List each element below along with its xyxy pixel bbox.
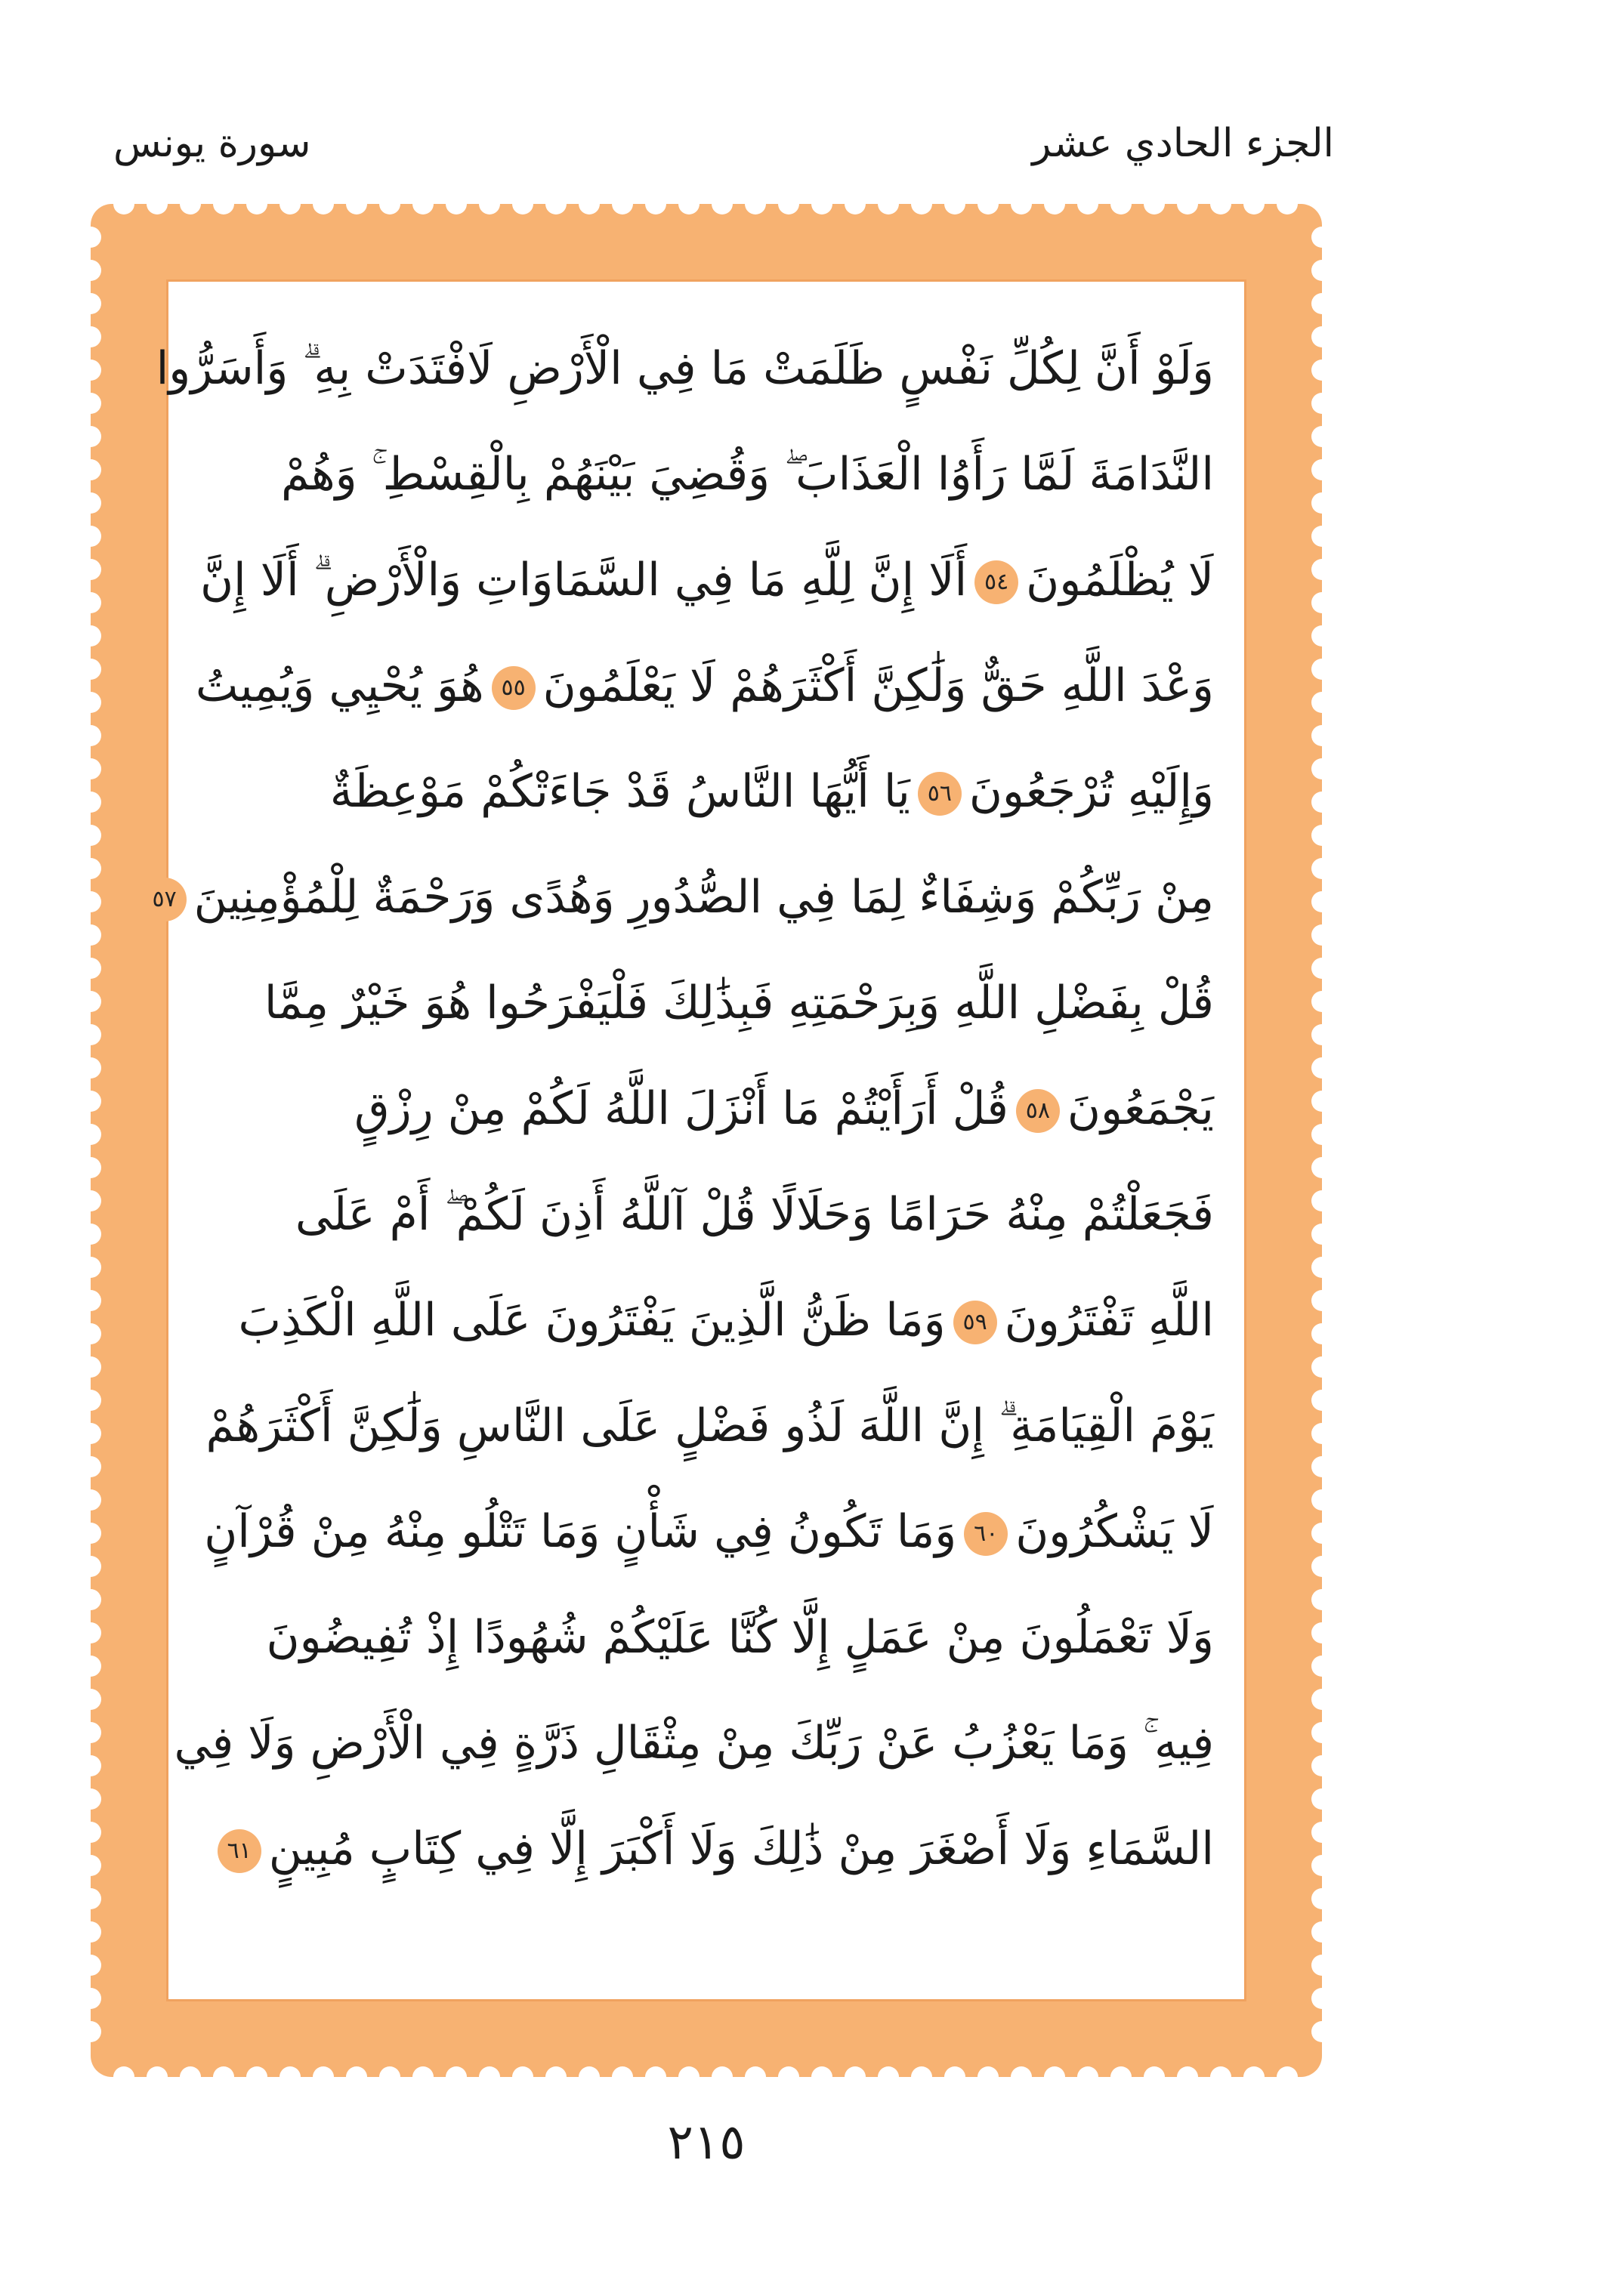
scallop-notch (645, 2066, 666, 2088)
scallop-notch (1311, 1157, 1333, 1178)
scallop-notch (80, 526, 101, 547)
scallop-notch (1311, 492, 1333, 514)
scallop-notch (80, 260, 101, 281)
scallop-notch (878, 193, 899, 214)
scallop-notch (80, 492, 101, 514)
scallop-notch (712, 193, 733, 214)
scallop-notch (977, 2066, 999, 2088)
scallop-notch (80, 1224, 101, 1245)
verse-text: السَّمَاءِ وَلَا أَصْغَرَ مِنْ ذَٰلِكَ وَلَا أَكْبَرَ إِلَّا فِي كِتَابٍ مُبِينٍ (268, 1822, 1214, 1875)
scallop-notch (645, 193, 666, 214)
scallop-notch (80, 293, 101, 314)
verse-line (152, 844, 1214, 950)
verse-text: اللَّهِ تَفْتَرُونَ (1004, 1294, 1214, 1347)
scallop-notch (80, 1988, 101, 2009)
scallop-notch (80, 592, 101, 613)
scallop-notch (1210, 2066, 1231, 2088)
verse-line (199, 1162, 1214, 1267)
page-number: ٢١٥ (667, 2115, 746, 2171)
ayah-number-marker: ٥٦ (918, 772, 962, 816)
juz-title: الجزء الحادي عشر (1032, 121, 1334, 166)
scallop-notch (113, 2066, 134, 2088)
scallop-notch (80, 792, 101, 813)
verse-line (199, 1373, 1214, 1479)
scallop-notch (1210, 193, 1231, 214)
scallop-notch (379, 193, 400, 214)
scallop-notch (1311, 360, 1333, 381)
text-panel (152, 279, 1246, 2001)
scallop-notch (80, 924, 101, 946)
scallop-notch (845, 193, 866, 214)
verse-text: وَمَا ظَنُّ الَّذِينَ يَفْتَرُونَ عَلَى اللَّهِ الْكَذِبَ (238, 1294, 946, 1347)
scallop-notch (180, 193, 201, 214)
scallop-notch (80, 891, 101, 912)
surah-title: سورة يونس (113, 121, 311, 166)
scallop-notch (678, 2066, 700, 2088)
scallop-notch (944, 2066, 965, 2088)
scallop-notch (80, 625, 101, 647)
scallop-notch (1311, 659, 1333, 680)
scallop-notch (1311, 1356, 1333, 1378)
scallop-notch (80, 1057, 101, 1079)
verse-line (199, 1796, 1214, 1902)
scallop-notch (1311, 1091, 1333, 1112)
scallop-notch (446, 193, 467, 214)
verse-text: يَا أَيُّهَا النَّاسُ قَدْ جَاءَتْكُمْ مَوْعِظَةٌ (329, 765, 910, 818)
verse-text: هُوَ يُحْيِي وَيُمِيتُ (195, 659, 484, 712)
verse-text: أَلَا إِنَّ لِلَّهِ مَا فِي السَّمَاوَاتِ وَالْأَرْضِ ۗ أَلَا إِنَّ (199, 554, 968, 606)
scallop-notch (80, 326, 101, 347)
scallop-notch (612, 2066, 633, 2088)
scallop-notch (1243, 2066, 1265, 2088)
scallop-notch (1243, 193, 1265, 214)
scallop-notch (579, 2066, 600, 2088)
scallop-notch (811, 193, 832, 214)
scallop-notch (1311, 1257, 1333, 1278)
scallop-notch (1311, 526, 1333, 547)
scallop-notch (612, 193, 633, 214)
scallop-notch (944, 193, 965, 214)
scallop-notch (1311, 1124, 1333, 1145)
scallop-notch (1177, 193, 1198, 214)
scallop-notch (1110, 2066, 1132, 2088)
scallop-notch (1044, 193, 1065, 214)
scallop-notch (80, 559, 101, 580)
ayah-number-marker: ٥٧ (143, 878, 187, 921)
verse-text: وَإِلَيْهِ تُرْجَعُونَ (968, 765, 1214, 818)
scallop-notch (80, 1589, 101, 1610)
verse-text: يَجْمَعُونَ (1067, 1082, 1214, 1135)
scallop-notch (811, 2066, 832, 2088)
scallop-notch (346, 193, 367, 214)
scallop-notch (379, 2066, 400, 2088)
scallop-notch (147, 193, 168, 214)
scallop-notch (1311, 1556, 1333, 1577)
scallop-notch (1144, 193, 1165, 214)
scallop-notch (1011, 2066, 1032, 2088)
scallop-notch (80, 1556, 101, 1577)
scallop-notch (80, 1423, 101, 1444)
scallop-notch (1311, 1921, 1333, 1943)
verse-line (199, 1585, 1214, 1690)
scallop-notch (1311, 891, 1333, 912)
scallop-notch (1311, 1689, 1333, 1710)
scallop-notch (80, 1921, 101, 1943)
scallop-notch (1311, 692, 1333, 713)
scallop-notch (1311, 725, 1333, 746)
scallop-notch (1311, 1888, 1333, 1909)
scallop-notch (1177, 2066, 1198, 2088)
scallop-notch (80, 1157, 101, 1178)
scallop-notch (1311, 326, 1333, 347)
scallop-notch (80, 1323, 101, 1344)
scallop-notch (80, 227, 101, 248)
scallop-notch (213, 2066, 234, 2088)
verse-text: وَلَوْ أَنَّ لِكُلِّ نَفْسٍ ظَلَمَتْ مَا فِي الْأَرْضِ لَافْتَدَتْ بِهِ ۗ وَأَسَرُّوا (156, 342, 1214, 395)
scallop-notch (80, 1656, 101, 1677)
scallop-notch (80, 1257, 101, 1278)
scallop-notch (80, 1822, 101, 1843)
scallop-notch (412, 193, 434, 214)
scallop-notch (80, 1124, 101, 1145)
scallop-notch (1311, 1955, 1333, 1976)
scallop-notch (147, 2066, 168, 2088)
ayah-number-marker: ٦١ (218, 1829, 261, 1873)
scallop-notch (446, 2066, 467, 2088)
scallop-notch (1311, 1024, 1333, 1045)
scallop-notch (745, 193, 766, 214)
scallop-notch (80, 692, 101, 713)
scallop-notch (678, 193, 700, 214)
scallop-notch (1311, 1523, 1333, 1544)
scallop-notch (1311, 1190, 1333, 1211)
scallop-notch (246, 193, 267, 214)
scallop-notch (80, 858, 101, 879)
verse-line (199, 1479, 1214, 1585)
scallop-notch (280, 193, 301, 214)
verse-text: فَجَعَلْتُمْ مِنْهُ حَرَامًا وَحَلَالًا قُلْ آللَّهُ أَذِنَ لَكُمْ ۖ أَمْ عَلَى (295, 1188, 1214, 1241)
verse-line (156, 316, 1214, 421)
scallop-notch (1277, 2066, 1298, 2088)
scallop-notch (545, 193, 567, 214)
verse-line (199, 739, 1214, 844)
scallop-notch (80, 1489, 101, 1511)
scallop-notch (778, 2066, 799, 2088)
scallop-notch (1311, 1423, 1333, 1444)
scallop-notch (80, 1456, 101, 1477)
ayah-number-marker: ٥٥ (492, 666, 536, 710)
scallop-notch (1311, 991, 1333, 1012)
scallop-notch (1311, 1390, 1333, 1411)
scallop-notch (213, 193, 234, 214)
scallop-notch (1311, 1988, 1333, 2009)
scallop-notch (878, 2066, 899, 2088)
scallop-notch (80, 725, 101, 746)
scallop-notch (911, 2066, 932, 2088)
scallop-notch (1311, 393, 1333, 414)
verse-text: لَا يُظْلَمُونَ (1026, 554, 1214, 606)
scallop-notch (1110, 193, 1132, 214)
scallop-notch (479, 193, 500, 214)
scallop-notch (80, 1888, 101, 1909)
scallop-notch (1311, 426, 1333, 447)
scallop-notch (412, 2066, 434, 2088)
verse-text: وَلَا تَعْمَلُونَ مِنْ عَمَلٍ إِلَّا كُنَّا عَلَيْكُمْ شُهُودًا إِذْ تُفِيضُونَ (266, 1611, 1214, 1664)
scallop-notch (1311, 260, 1333, 281)
scallop-notch (579, 193, 600, 214)
verse-text: وَمَا تَكُونُ فِي شَأْنٍ وَمَا تَتْلُو مِنْهُ مِنْ قُرْآنٍ (204, 1505, 957, 1558)
scallop-notch (80, 1356, 101, 1378)
scallop-notch (479, 2066, 500, 2088)
scallop-notch (80, 1788, 101, 1810)
scallop-notch (80, 659, 101, 680)
scallop-notch (1311, 227, 1333, 248)
scallop-notch (1311, 825, 1333, 846)
scallop-notch (1311, 858, 1333, 879)
verse-text: وَعْدَ اللَّهِ حَقٌّ وَلَٰكِنَّ أَكْثَرَهُمْ لَا يَعْلَمُونَ (542, 659, 1214, 712)
verse-line (199, 1267, 1214, 1373)
scallop-notch (80, 825, 101, 846)
scallop-notch (1044, 2066, 1065, 2088)
scallop-notch (845, 2066, 866, 2088)
verse-line (174, 1690, 1214, 1796)
scallop-notch (1311, 1057, 1333, 1079)
verse-line (199, 1056, 1214, 1162)
scallop-notch (1311, 1323, 1333, 1344)
verse-text: قُلْ أَرَأَيْتُمْ مَا أَنْزَلَ اللَّهُ لَكُمْ مِنْ رِزْقٍ (354, 1082, 1008, 1135)
scallop-notch (1311, 559, 1333, 580)
scallop-notch (280, 2066, 301, 2088)
verse-line (199, 950, 1214, 1056)
verse-text: مِنْ رَبِّكُمْ وَشِفَاءٌ لِمَا فِي الصُّدُورِ وَهُدًى وَرَحْمَةٌ لِلْمُؤْمِنِينَ (193, 871, 1214, 924)
scallop-notch (1311, 2021, 1333, 2042)
scallop-notch (1311, 1622, 1333, 1643)
scallop-notch (1311, 1290, 1333, 1311)
verse-text: يَوْمَ الْقِيَامَةِ ۗ إِنَّ اللَّهَ لَذُو فَضْلٍ عَلَى النَّاسِ وَلَٰكِنَّ أَكْثَرَهُمْ (205, 1400, 1214, 1452)
ayah-number-marker: ٦٠ (964, 1512, 1008, 1556)
page-frame (91, 204, 1322, 2077)
scallop-notch (745, 2066, 766, 2088)
scallop-notch (1311, 792, 1333, 813)
verse-line (199, 421, 1214, 527)
scallop-notch (80, 1390, 101, 1411)
verse-text: لَا يَشْكُرُونَ (1015, 1505, 1214, 1558)
scallop-notch (80, 1689, 101, 1710)
scallop-notch (113, 193, 134, 214)
scallop-notch (1077, 193, 1098, 214)
scallop-notch (1311, 1489, 1333, 1511)
verse-text: فِيهِ ۚ وَمَا يَعْزُبُ عَنْ رَبِّكَ مِنْ مِثْقَالِ ذَرَّةٍ فِي الْأَرْضِ وَلَا فِي (174, 1717, 1214, 1770)
scallop-notch (1311, 1456, 1333, 1477)
scallop-notch (80, 1190, 101, 1211)
ayah-number-marker: ٥٩ (953, 1301, 997, 1344)
scallop-notch (346, 2066, 367, 2088)
scallop-notch (1311, 1722, 1333, 1743)
verse-lines (152, 316, 1214, 1902)
scallop-notch (80, 1091, 101, 1112)
scallop-notch (1311, 924, 1333, 946)
scallop-notch (512, 193, 533, 214)
scallop-notch (1311, 1855, 1333, 1876)
scallop-notch (977, 193, 999, 214)
scallop-notch (911, 193, 932, 214)
scallop-notch (80, 958, 101, 979)
scallop-notch (80, 1855, 101, 1876)
scallop-notch (80, 758, 101, 779)
scallop-notch (80, 1955, 101, 1976)
scallop-notch (180, 2066, 201, 2088)
verse-line (199, 527, 1214, 633)
scallop-notch (1311, 592, 1333, 613)
scallop-notch (1311, 958, 1333, 979)
scallop-notch (1077, 2066, 1098, 2088)
scallop-notch (1311, 1589, 1333, 1610)
scallop-notch (80, 1523, 101, 1544)
scallop-notch (1311, 1224, 1333, 1245)
scallop-notch (80, 2021, 101, 2042)
scallop-notch (313, 193, 334, 214)
verse-line (195, 633, 1214, 739)
scallop-notch (1277, 193, 1298, 214)
ayah-number-marker: ٥٨ (1016, 1089, 1060, 1133)
verse-text: قُلْ بِفَضْلِ اللَّهِ وَبِرَحْمَتِهِ فَبِذَٰلِكَ فَلْيَفْرَحُوا هُوَ خَيْرٌ مِمَّا (264, 977, 1214, 1029)
scallop-notch (1311, 459, 1333, 480)
scallop-notch (1144, 2066, 1165, 2088)
scallop-notch (1311, 625, 1333, 647)
scallop-notch (246, 2066, 267, 2088)
scallop-notch (712, 2066, 733, 2088)
scallop-notch (778, 193, 799, 214)
scallop-notch (80, 1622, 101, 1643)
scallop-notch (80, 426, 101, 447)
scallop-notch (1311, 758, 1333, 779)
scallop-notch (80, 1290, 101, 1311)
scallop-notch (1011, 193, 1032, 214)
scallop-notch (512, 2066, 533, 2088)
scallop-notch (1311, 1788, 1333, 1810)
scallop-notch (313, 2066, 334, 2088)
verse-text: النَّدَامَةَ لَمَّا رَأَوُا الْعَذَابَ ۖ وَقُضِيَ بَيْنَهُمْ بِالْقِسْطِ ۚ وَهُمْ (281, 448, 1214, 501)
ayah-number-marker: ٥٤ (974, 560, 1018, 604)
scallop-notch (80, 360, 101, 381)
scallop-notch (80, 393, 101, 414)
scallop-notch (1311, 1822, 1333, 1843)
scallop-notch (1311, 1755, 1333, 1776)
scallop-notch (80, 991, 101, 1012)
scallop-notch (80, 459, 101, 480)
scallop-notch (1311, 293, 1333, 314)
scallop-notch (80, 1722, 101, 1743)
scallop-notch (1311, 1656, 1333, 1677)
scallop-notch (545, 2066, 567, 2088)
scallop-notch (80, 1024, 101, 1045)
scallop-notch (80, 1755, 101, 1776)
